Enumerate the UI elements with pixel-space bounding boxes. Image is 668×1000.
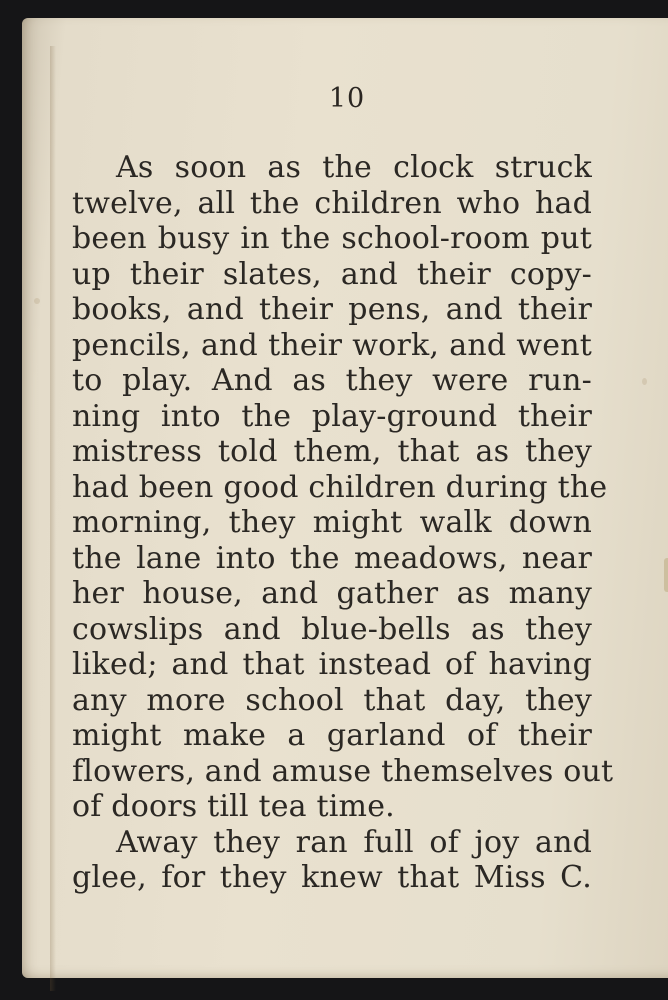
binding-thread — [664, 558, 668, 592]
text-line: had been good children during the — [72, 469, 608, 505]
page-number: 10 — [328, 83, 366, 114]
text-line: mistress told them, that as they — [72, 434, 592, 469]
paper-stain — [34, 298, 40, 304]
text-line: of doors till tea time. — [72, 789, 395, 824]
text-line: to play. And as they were run- — [72, 363, 592, 398]
text-line: liked; and that instead of having — [72, 647, 592, 682]
text-line: any more school that day, they — [72, 682, 592, 718]
text-line: ning into the play-ground their — [72, 398, 592, 434]
text-line: flowers, and amuse themselves out — [72, 753, 614, 789]
text-line: books, and their pens, and their — [72, 292, 592, 327]
paper-stain — [642, 378, 647, 385]
text-line: the lane into the meadows, near — [72, 540, 592, 576]
text-line: As soon as the clock struck — [116, 150, 592, 185]
text-line: cowslips and blue-bells as they — [72, 611, 592, 647]
text-line: her house, and gather as many — [72, 576, 592, 611]
page-text — [72, 150, 614, 896]
text-line: glee, for they knew that Miss C. — [72, 860, 592, 895]
text-line: up their slates, and their copy- — [72, 256, 592, 292]
text-line: Away they ran full of joy and — [116, 824, 592, 860]
page-gutter-shadow — [50, 46, 56, 991]
text-line: been busy in the school-room put — [72, 221, 592, 256]
text-line: morning, they might walk down — [72, 505, 592, 540]
text-line: might make a garland of their — [72, 718, 592, 753]
text-line: pencils, and their work, and went — [72, 327, 592, 363]
text-line: twelve, all the children who had — [72, 185, 592, 221]
